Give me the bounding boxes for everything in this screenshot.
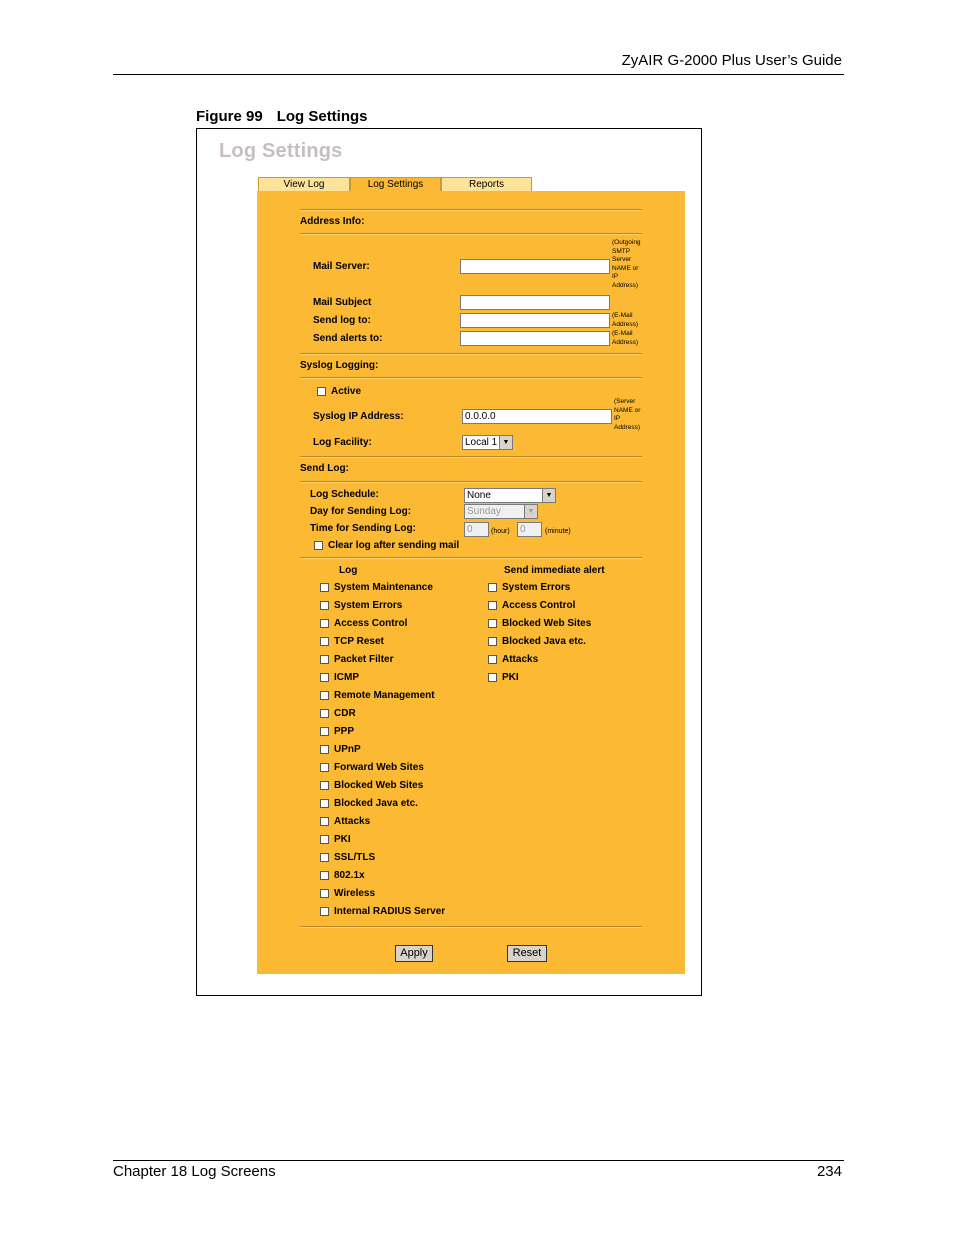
divider — [300, 456, 642, 458]
log-item-label: Remote Management — [334, 690, 435, 701]
log-facility-select[interactable] — [462, 435, 513, 450]
log-item-label: Blocked Web Sites — [334, 780, 424, 791]
section-address-info: Address Info: — [300, 216, 365, 227]
hint-line: (Outgoing — [612, 239, 641, 246]
alert-blocked-web-sites-checkbox[interactable] — [488, 619, 497, 628]
day-for-sending-value: Sunday — [467, 506, 501, 517]
log-attacks-checkbox[interactable] — [320, 817, 329, 826]
log-upnp-checkbox[interactable] — [320, 745, 329, 754]
alert-item-label: Access Control — [502, 600, 576, 611]
hint-line: Server — [612, 256, 632, 264]
hint-line: Address) — [612, 338, 639, 346]
alert-item-label: System Errors — [502, 582, 571, 593]
divider — [300, 209, 642, 211]
log-pki-checkbox[interactable] — [320, 835, 329, 844]
alert-attacks-checkbox[interactable] — [488, 655, 497, 664]
hint-line: SMTP — [612, 247, 631, 255]
log-item-label: System Errors — [334, 600, 403, 611]
hint-line: NAME or — [612, 264, 639, 272]
figure-caption — [196, 108, 368, 125]
log-item-label: PPP — [334, 726, 355, 737]
chapter-label: Chapter 18 Log Screens — [113, 1163, 276, 1180]
log-wireless-checkbox[interactable] — [320, 889, 329, 898]
chevron-down-icon: ▼ — [524, 505, 537, 518]
log-tcp-reset-checkbox[interactable] — [320, 637, 329, 646]
hint-line: IP — [612, 273, 619, 281]
guide-title: ZyAIR G-2000 Plus User’s Guide — [621, 52, 842, 69]
minute-input[interactable] — [517, 522, 542, 537]
figure-number: Figure 99 — [196, 108, 263, 125]
alert-column-header: Send immediate alert — [504, 565, 605, 576]
section-send-log: Send Log: — [300, 463, 349, 474]
syslog-active-label: Active — [331, 386, 362, 397]
hint-line: (Server — [614, 398, 636, 405]
day-for-sending-select[interactable] — [464, 504, 538, 519]
log-icmp-checkbox[interactable] — [320, 673, 329, 682]
reset-button[interactable]: Reset — [507, 945, 547, 962]
mail-subject-input[interactable] — [460, 295, 610, 310]
log-system-errors-checkbox[interactable] — [320, 601, 329, 610]
log-blocked-java-checkbox[interactable] — [320, 799, 329, 808]
syslog-active-checkbox[interactable] — [317, 387, 326, 396]
log-cdr-checkbox[interactable] — [320, 709, 329, 718]
syslog-ip-input[interactable] — [462, 409, 612, 424]
hint-line: Address) — [612, 281, 639, 289]
log-access-control-checkbox[interactable] — [320, 619, 329, 628]
alert-item-label: PKI — [502, 672, 519, 683]
log-item-label: TCP Reset — [334, 636, 384, 647]
log-schedule-select[interactable] — [464, 488, 556, 503]
divider — [300, 233, 642, 235]
log-item-label: 802.1x — [334, 870, 365, 881]
alert-item-label: Attacks — [502, 654, 539, 665]
log-item-label: Blocked Java etc. — [334, 798, 418, 809]
log-internal-radius-checkbox[interactable] — [320, 907, 329, 916]
mail-server-label: Mail Server: — [313, 261, 370, 272]
hint-line: NAME or — [614, 406, 641, 414]
document-footer — [113, 1160, 844, 1180]
send-log-email-input[interactable] — [460, 313, 610, 328]
day-for-sending-label: Day for Sending Log: — [310, 506, 412, 517]
send-log-hint — [612, 312, 646, 329]
clear-log-label: Clear log after sending mail — [328, 540, 460, 551]
divider — [300, 377, 642, 379]
clear-log-checkbox[interactable] — [314, 541, 323, 550]
log-item-label: System Maintenance — [334, 582, 433, 593]
page-number: 234 — [816, 1163, 842, 1180]
log-column-header: Log — [339, 565, 358, 576]
alert-access-control-checkbox[interactable] — [488, 601, 497, 610]
divider — [300, 481, 642, 483]
divider — [300, 353, 642, 355]
syslog-ip-hint — [614, 398, 648, 432]
alert-pki-checkbox[interactable] — [488, 673, 497, 682]
minute-unit: (minute) — [545, 528, 571, 535]
log-ssl-tls-checkbox[interactable] — [320, 853, 329, 862]
time-for-sending-label: Time for Sending Log: — [310, 523, 416, 534]
log-packet-filter-checkbox[interactable] — [320, 655, 329, 664]
chevron-down-icon: ▼ — [499, 436, 512, 449]
hint-line: (E-Mail — [612, 312, 633, 319]
hint-line: Address) — [612, 320, 639, 328]
log-facility-value: Local 1 — [465, 437, 498, 448]
hint-line: (E-Mail — [612, 330, 633, 337]
mail-server-input[interactable] — [460, 259, 610, 274]
log-item-label: PKI — [334, 834, 351, 845]
tab-log-settings[interactable]: Log Settings — [350, 177, 441, 191]
log-8021x-checkbox[interactable] — [320, 871, 329, 880]
syslog-ip-label: Syslog IP Address: — [313, 411, 404, 422]
send-alerts-label: Send alerts to: — [313, 333, 383, 344]
section-syslog-logging: Syslog Logging: — [300, 360, 379, 371]
alert-item-label: Blocked Web Sites — [502, 618, 592, 629]
figure-title: Log Settings — [276, 108, 368, 125]
tab-reports[interactable]: Reports — [441, 177, 532, 191]
log-item-label: Attacks — [334, 816, 371, 827]
tab-view-log[interactable]: View Log — [258, 177, 350, 191]
divider — [300, 557, 642, 559]
divider — [300, 926, 642, 928]
log-item-label: Wireless — [334, 888, 376, 899]
log-item-label: CDR — [334, 708, 356, 719]
log-ppp-checkbox[interactable] — [320, 727, 329, 736]
log-schedule-label: Log Schedule: — [310, 489, 379, 500]
log-item-label: Access Control — [334, 618, 408, 629]
alert-system-errors-checkbox[interactable] — [488, 583, 497, 592]
chevron-down-icon: ▼ — [542, 489, 555, 502]
log-facility-label: Log Facility: — [313, 437, 372, 448]
hour-input[interactable] — [464, 522, 489, 537]
send-alerts-email-input[interactable] — [460, 331, 610, 346]
log-item-label: Packet Filter — [334, 654, 394, 665]
document-header — [113, 52, 844, 75]
mail-server-hint — [612, 239, 646, 291]
send-alerts-hint — [612, 330, 646, 347]
log-blocked-web-sites-checkbox[interactable] — [320, 781, 329, 790]
hint-line: Address) — [614, 423, 641, 431]
log-item-label: ICMP — [334, 672, 359, 683]
log-item-label: UPnP — [334, 744, 361, 755]
log-forward-web-sites-checkbox[interactable] — [320, 763, 329, 772]
log-schedule-value: None — [467, 490, 491, 501]
log-system-maintenance-checkbox[interactable] — [320, 583, 329, 592]
hour-unit: (hour) — [491, 528, 510, 535]
alert-blocked-java-checkbox[interactable] — [488, 637, 497, 646]
log-item-label: Internal RADIUS Server — [334, 906, 446, 917]
log-item-label: Forward Web Sites — [334, 762, 424, 773]
send-log-label: Send log to: — [313, 315, 371, 326]
hint-line: IP — [614, 415, 621, 423]
apply-button[interactable]: Apply — [395, 945, 433, 962]
mail-subject-label: Mail Subject — [313, 297, 372, 308]
log-item-label: SSL/TLS — [334, 852, 376, 863]
alert-item-label: Blocked Java etc. — [502, 636, 586, 647]
page-title: Log Settings — [219, 140, 343, 162]
log-remote-management-checkbox[interactable] — [320, 691, 329, 700]
